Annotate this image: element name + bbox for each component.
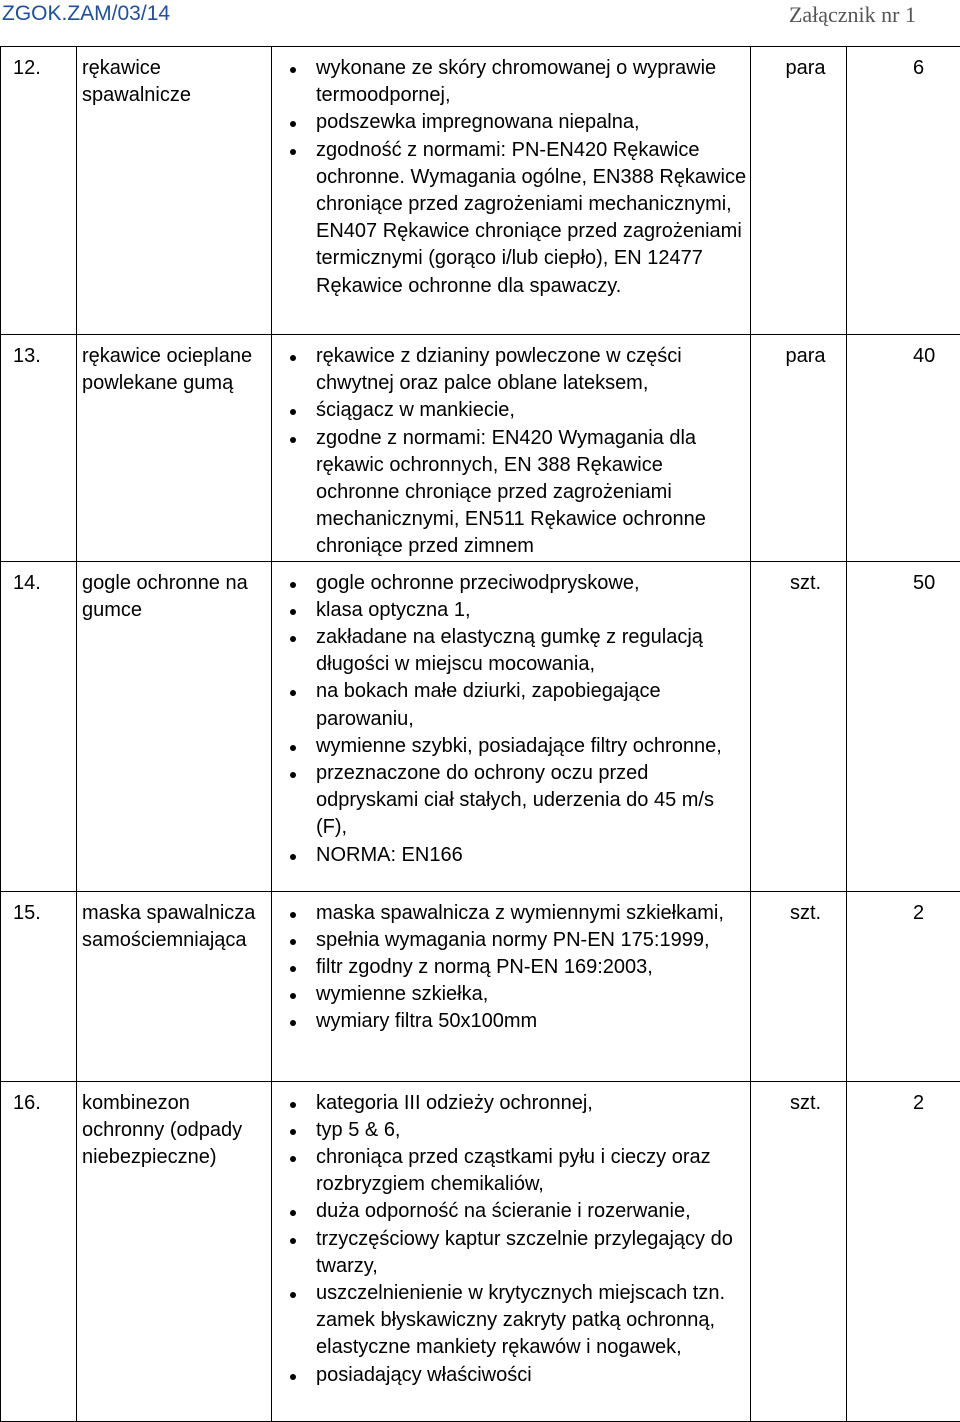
specification-item: trzyczęściowy kaptur szczelnie przylegający do twarzy, — [272, 1226, 750, 1280]
quantity-value: 40 — [847, 343, 960, 370]
specification-cell — [272, 1081, 751, 1421]
specification-list — [272, 570, 750, 869]
unit-value: szt. — [751, 900, 846, 927]
specification-item: rękawice z dzianiny powleczone w części chwytnej oraz palce oblane lateksem, — [272, 343, 750, 397]
specification-item: na bokach małe dziurki, zapobiegające parowaniu, — [272, 678, 750, 732]
row-number-cell — [1, 561, 77, 891]
table-row — [1, 1081, 960, 1421]
row-number: 15. — [1, 900, 76, 927]
quantity-cell — [847, 335, 960, 562]
unit-cell — [751, 47, 847, 335]
specification-cell — [272, 561, 751, 891]
specification-list — [272, 55, 750, 300]
quantity-cell — [847, 561, 960, 891]
item-name: rękawice ocieplane powlekane gumą — [82, 343, 271, 397]
row-number-cell — [1, 1081, 77, 1421]
table-row — [1, 891, 960, 1081]
quantity-cell — [847, 891, 960, 1081]
specification-item: kategoria III odzieży ochronnej, — [272, 1090, 750, 1117]
table-row — [1, 561, 960, 891]
row-number: 14. — [1, 570, 76, 597]
quantity-value: 6 — [847, 55, 960, 82]
specification-item: zgodne z normami: EN420 Wymagania dla rękawic ochronnych, EN 388 Rękawice ochronne chroniące przed zagrożeniami mechanicznymi, EN511 Rękawice ochronne chroniące przed zimnem — [272, 425, 750, 561]
specification-list — [272, 1090, 750, 1389]
specification-item: posiadający właściwości — [272, 1362, 750, 1389]
specification-item: zakładane na elastyczną gumkę z regulacją długości w miejscu mocowania, — [272, 624, 750, 678]
unit-cell — [751, 335, 847, 562]
row-number: 16. — [1, 1090, 76, 1117]
specification-item: wymienne szybki, posiadające filtry ochronne, — [272, 733, 750, 760]
specification-list — [272, 900, 750, 1036]
row-number-cell — [1, 47, 77, 335]
specification-item: duża odporność na ścieranie i rozerwanie, — [272, 1198, 750, 1225]
specification-item: chroniąca przed cząstkami pyłu i cieczy oraz rozbryzgiem chemikaliów, — [272, 1144, 750, 1198]
row-number: 12. — [1, 55, 76, 82]
row-number-cell — [1, 335, 77, 562]
specification-item: klasa optyczna 1, — [272, 597, 750, 624]
specification-item: gogle ochronne przeciwodpryskowe, — [272, 570, 750, 597]
specification-item: uszczelnienienie w krytycznych miejscach tzn. zamek błyskawiczny zakryty patką ochronną, elastyczne mankiety rękawów i nogawek, — [272, 1280, 750, 1362]
page-header — [0, 0, 960, 40]
attachment-label: Załącznik nr 1 — [789, 2, 916, 28]
specification-item: maska spawalnicza z wymiennymi szkiełkami, — [272, 900, 750, 927]
item-name-cell — [77, 335, 272, 562]
unit-value: para — [751, 343, 846, 370]
specification-list — [272, 343, 750, 561]
specification-item: wymiary filtra 50x100mm — [272, 1008, 750, 1035]
specification-item: ściągacz w mankiecie, — [272, 397, 750, 424]
specification-item: spełnia wymagania normy PN-EN 175:1999, — [272, 927, 750, 954]
unit-cell — [751, 891, 847, 1081]
specification-cell — [272, 335, 751, 562]
table-row — [1, 47, 960, 335]
quantity-value: 2 — [847, 900, 960, 927]
quantity-cell — [847, 1081, 960, 1421]
specification-cell — [272, 47, 751, 335]
unit-cell — [751, 1081, 847, 1421]
specification-item: wymienne szkiełka, — [272, 981, 750, 1008]
table-row — [1, 335, 960, 562]
item-name-cell — [77, 1081, 272, 1421]
specification-cell — [272, 891, 751, 1081]
specification-item: filtr zgodny z normą PN-EN 169:2003, — [272, 954, 750, 981]
document-code: ZGOK.ZAM/03/14 — [2, 2, 170, 26]
row-number-cell — [1, 891, 77, 1081]
specification-item: NORMA: EN166 — [272, 842, 750, 869]
unit-value: para — [751, 55, 846, 82]
specification-item: zgodność z normami: PN-EN420 Rękawice ochronne. Wymagania ogólne, EN388 Rękawice chroniące przed zagrożeniami mechanicznymi, EN407 Rękawice chroniące przed zagrożeniami termicznymi (gorąco i/lub ciepło), EN 12477 Rękawice ochronne dla spawaczy. — [272, 137, 750, 300]
item-name-cell — [77, 47, 272, 335]
row-number: 13. — [1, 343, 76, 370]
quantity-cell — [847, 47, 960, 335]
specification-item: typ 5 & 6, — [272, 1117, 750, 1144]
item-name-cell — [77, 561, 272, 891]
unit-value: szt. — [751, 1090, 846, 1117]
specification-item: podszewka impregnowana niepalna, — [272, 109, 750, 136]
quantity-value: 2 — [847, 1090, 960, 1117]
items-table — [0, 46, 960, 1422]
specification-item: przeznaczone do ochrony oczu przed odpryskami ciał stałych, uderzenia do 45 m/s (F), — [272, 760, 750, 842]
item-name: rękawice spawalnicze — [82, 55, 271, 109]
unit-value: szt. — [751, 570, 846, 597]
specification-item: wykonane ze skóry chromowanej o wyprawie termoodpornej, — [272, 55, 750, 109]
item-name: kombinezon ochronny (odpady niebezpieczne) — [82, 1090, 271, 1172]
items-table-body — [1, 47, 960, 1422]
unit-cell — [751, 561, 847, 891]
item-name: maska spawalnicza samościemniająca — [82, 900, 271, 954]
item-name-cell — [77, 891, 272, 1081]
quantity-value: 50 — [847, 570, 960, 597]
item-name: gogle ochronne na gumce — [82, 570, 271, 624]
